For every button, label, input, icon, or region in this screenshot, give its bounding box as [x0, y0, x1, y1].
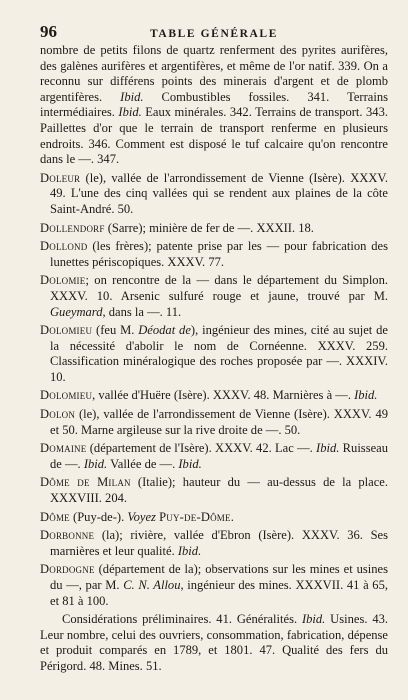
entry-text: Vallée de —.: [107, 456, 179, 471]
index-entry: [40, 562, 388, 609]
headword: Domaine: [40, 441, 87, 456]
entry-text: Eaux minérales. 342. Terrains de transport. 343. Paillettes d'or que le terrain de transport renferme en plusieurs endroits. 346. Comment est disposé le tuf calcaire qu'on rencontre dans le —. 347.: [40, 105, 388, 167]
entry-text: (Sarre); minière de fer de —. XXXII. 18.: [104, 220, 314, 235]
headword: Dolomieu: [40, 388, 93, 403]
italic-text: Ibid.: [316, 441, 340, 456]
index-subparagraph: [40, 612, 388, 674]
headword: Dolomieu: [40, 323, 93, 338]
entry-text: Considérations préliminaires. 41. Généralités.: [62, 612, 302, 627]
italic-text: Gueymard: [50, 304, 103, 319]
index-body: [40, 43, 388, 675]
entry-text: (Italie); hauteur du — au-dessus de la place. XXXVIII. 204.: [50, 475, 388, 506]
italic-text: Ibid.: [354, 388, 378, 403]
headword: Dôme: [40, 509, 70, 524]
running-title: TABLE GÉNÉRALE: [150, 28, 278, 40]
entry-text: ), ingénieur des mines, cité au sujet de la nécessité d'abolir le nom de Cornéenne. XXXV. 259. Classification minéralogique des roches proposée par —. XXXIV. 10.: [50, 323, 388, 384]
index-entry: [40, 528, 388, 559]
entry-text: Usines. 43. Leur nombre, celui des ouvriers, consommation, fabrication, dépense et produit comparés en 1789, et 1801. 47. Qualité des fers du Périgord. 48. Mines. 51.: [40, 612, 389, 673]
entry-text: ; on rencontre de la — dans le département du Simplon. XXXV. 10. Arsenic sulfuré rouge et jaune, trouvé par M.: [50, 273, 388, 303]
entry-text: .: [230, 509, 234, 524]
italic-text: Déodat de: [138, 323, 191, 338]
entry-text: (le), vallée de l'arrondissement de Vienne (Isère). XXXV. 49. L'une des cinq vallées qui se rendent aux plaines de la côte Saint-André. 50.: [50, 170, 388, 216]
entry-text: (le), vallée de l'arrondissement de Vienne (Isère). XXXV. 49 et 50. Marne argileuse sur la rive droite de —. 50.: [50, 407, 388, 437]
italic-text: Ibid.: [83, 456, 108, 471]
index-entry: [40, 407, 388, 438]
headword: Dôme de Milan: [40, 475, 131, 490]
entry-text: (feu M.: [92, 323, 139, 338]
entry-text: Ruisseau de —.: [50, 441, 388, 471]
italic-text: Voyez: [127, 509, 156, 524]
entry-text: (Puy-de-).: [69, 509, 128, 524]
italic-text: Ibid.: [301, 612, 326, 627]
headword: Dolomie: [40, 273, 86, 288]
entry-text: (la); rivière, vallée d'Ebron (Isère). XXXV. 36. Ses marnières et leur qualité.: [50, 528, 388, 558]
italic-text: C. N. Allou: [123, 578, 181, 592]
entry-text: (département de la); observations sur les mines et usines du —, par M.: [50, 562, 388, 592]
italic-text: Ibid.: [120, 89, 144, 104]
index-entry: [40, 441, 388, 472]
page-number: 96: [40, 22, 57, 41]
index-entry: [40, 510, 388, 526]
index-entry: [40, 388, 388, 404]
page-header: [40, 22, 388, 40]
entry-text: , vallée d'Huëre (Isère). XXXV. 48. Marnières à —.: [92, 388, 355, 403]
headword: Dollendorf: [40, 220, 105, 235]
entry-text: nombre de petits filons de quartz renferment des pyrites aurifères, des galènes aurifères et argentifères, et même de l'or natif. 339. On a reconnu sur différens points des minerais d'argent et de plomb argentifères.: [40, 43, 388, 104]
entry-text: , dans la —. 11.: [102, 304, 182, 319]
index-entry: [40, 323, 388, 385]
index-entry-continued: [40, 43, 388, 168]
italic-text: Ibid.: [177, 543, 202, 558]
index-entry: [40, 273, 388, 320]
headword: Doleur: [40, 170, 81, 185]
entry-text: (département de l'Isère). XXXV. 42. Lac —.: [86, 441, 317, 456]
headword: Dordogne: [40, 562, 95, 577]
index-entry: [40, 239, 388, 270]
entry-text: (les frères); patente prise par les — pour fabrication des lunettes périscopiques. XXXV. 77.: [50, 239, 388, 269]
index-entry: [40, 221, 388, 237]
entry-text: Combustibles fossiles. 341. Terrains intermédiaires.: [40, 89, 388, 120]
index-entry: [40, 171, 388, 218]
headword: Puy-de-Dôme: [159, 509, 231, 524]
italic-text: Ibid.: [178, 456, 202, 471]
headword: Dorbonne: [40, 528, 95, 543]
index-entry: [40, 475, 388, 506]
headword: Dolon: [40, 407, 76, 422]
italic-text: Ibid.: [118, 105, 142, 120]
headword: Dollond: [40, 239, 88, 254]
entry-text: , ingénieur des mines. XXXVII. 41 à 65, et 81 à 100.: [50, 578, 388, 608]
